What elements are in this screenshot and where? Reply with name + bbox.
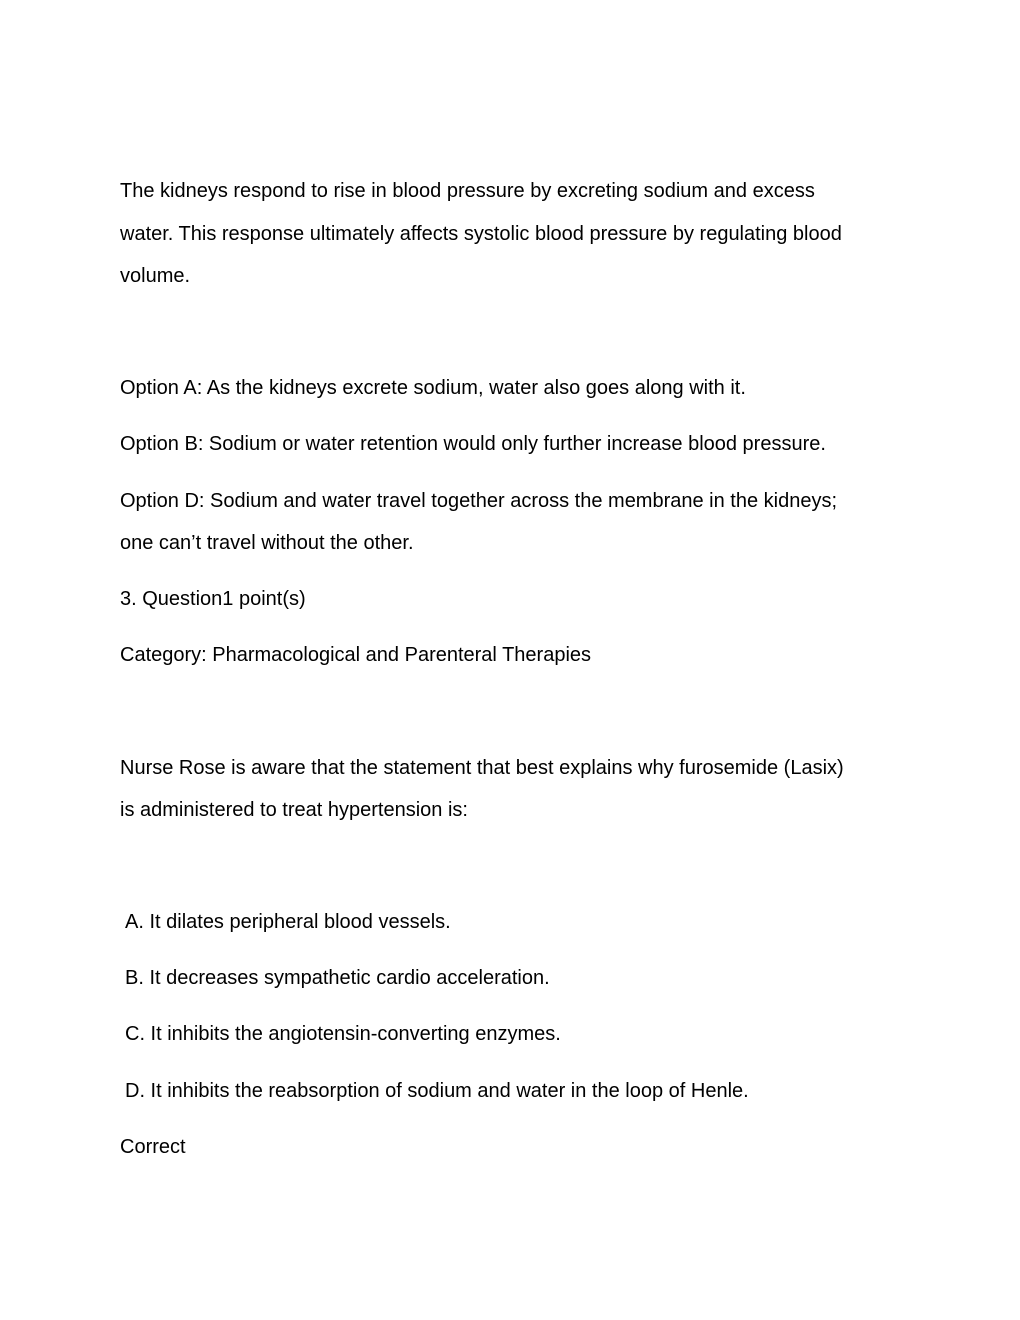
rationale-option-d-line-2: one can’t travel without the other. — [120, 532, 414, 554]
explanation-line-2: water. This response ultimately affects systolic blood pressure by regulating blood — [120, 223, 842, 245]
explanation-line-3: volume. — [120, 265, 191, 287]
answer-choice-c: C. It inhibits the angiotensin-converting enzymes. — [125, 1023, 561, 1045]
result-status: Correct — [120, 1136, 186, 1158]
answer-choice-a: A. It dilates peripheral blood vessels. — [125, 911, 451, 933]
rationale-option-b: Option B: Sodium or water retention would only further increase blood pressure. — [120, 433, 826, 455]
question-text-line-1: Nurse Rose is aware that the statement that best explains why furosemide (Lasix) — [120, 757, 844, 779]
answer-choice-d: D. It inhibits the reabsorption of sodium and water in the loop of Henle. — [125, 1080, 749, 1102]
question-header: 3. Question1 point(s) — [120, 588, 306, 610]
rationale-option-a: Option A: As the kidneys excrete sodium, water also goes along with it. — [120, 377, 746, 399]
question-text-line-2: is administered to treat hypertension is: — [120, 799, 468, 821]
question-category: Category: Pharmacological and Parenteral Therapies — [120, 644, 592, 666]
rationale-option-d-line-1: Option D: Sodium and water travel together across the membrane in the kidneys; — [120, 490, 838, 512]
explanation-line-1: The kidneys respond to rise in blood pressure by excreting sodium and excess — [120, 180, 815, 202]
answer-choice-b: B. It decreases sympathetic cardio acceleration. — [125, 967, 550, 989]
